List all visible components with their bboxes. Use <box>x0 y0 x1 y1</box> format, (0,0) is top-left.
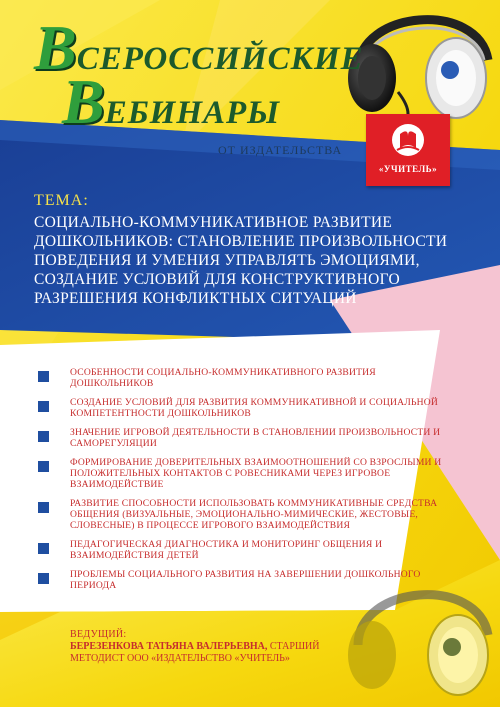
list-item: ЗНАЧЕНИЕ ИГРОВОЙ ДЕЯТЕЛЬНОСТИ В СТАНОВЛЕНИИ ПРОИЗВОЛЬНОСТИ И САМОРЕГУЛЯЦИИ <box>36 427 446 449</box>
publisher-prefix: ОТ ИЗДАТЕЛЬСТВА <box>218 143 343 157</box>
topic-label: ТЕМА: <box>34 192 89 209</box>
host-label: ВЕДУЩИЙ: <box>70 629 127 640</box>
bullet-icon <box>38 543 49 554</box>
bullet-icon <box>38 461 49 472</box>
bullet-icon <box>38 401 49 412</box>
title-rest: СЕРОССИЙСКИЕ <box>76 41 364 77</box>
list-item: ОСОБЕННОСТИ СОЦИАЛЬНО-КОММУНИКАТИВНОГО РАЗВИТИЯ ДОШКОЛЬНИКОВ <box>36 367 446 389</box>
webinar-title-line2 <box>62 66 281 137</box>
title-initial: В <box>62 66 105 137</box>
list-item: ПЕДАГОГИЧЕСКАЯ ДИАГНОСТИКА И МОНИТОРИНГ ОБЩЕНИЯ И ВЗАИМОДЕЙСТВИЯ ДЕТЕЙ <box>36 539 446 561</box>
host-role: СТАРШИЙ МЕТОДИСТ ООО «ИЗДАТЕЛЬСТВО «УЧИТЕЛЬ» <box>70 641 320 664</box>
bullet-icon <box>38 371 49 382</box>
bullet-icon <box>38 573 49 584</box>
publisher-badge <box>366 114 450 186</box>
bullet-icon <box>38 502 49 513</box>
list-item: РАЗВИТИЕ СПОСОБНОСТИ ИСПОЛЬЗОВАТЬ КОММУНИКАТИВНЫЕ СРЕДСТВА ОБЩЕНИЯ (ВИЗУАЛЬНЫЕ, ЭМОЦИОНАЛЬНО-МИМИЧЕСКИЕ, ЖЕСТОВЫЕ, СЛОВЕСНЫЕ) В ПРОЦЕССЕ ИГРОВОГО ВЗАИМОДЕЙСТВИЯ <box>36 498 446 531</box>
title-rest: ЕБИНАРЫ <box>104 95 281 131</box>
title-initial: В <box>34 12 77 83</box>
list-item: СОЗДАНИЕ УСЛОВИЙ ДЛЯ РАЗВИТИЯ КОММУНИКАТИВНОЙ И СОЦИАЛЬНОЙ КОМПЕТЕНТНОСТИ ДОШКОЛЬНИКОВ <box>36 397 446 419</box>
host-name: БЕРЕЗЕНКОВА ТАТЬЯНА ВАЛЕРЬЕВНА, <box>70 641 268 652</box>
topic-list <box>36 367 446 591</box>
host-info <box>70 641 370 665</box>
bullet-icon <box>38 431 49 442</box>
list-item: ПРОБЛЕМЫ СОЦИАЛЬНОГО РАЗВИТИЯ НА ЗАВЕРШЕНИИ ДОШКОЛЬНОГО ПЕРИОДА <box>36 569 446 591</box>
topic-text: СОЦИАЛЬНО-КОММУНИКАТИВНОЕ РАЗВИТИЕ ДОШКОЛЬНИКОВ: СТАНОВЛЕНИЕ ПРОИЗВОЛЬНОСТИ ПОВЕДЕНИЯ И УМЕНИЯ УПРАВЛЯТЬ ЭМОЦИЯМИ, СОЗДАНИЕ УСЛОВИЙ ДЛЯ КОНСТРУКТИВНОГО РАЗРЕШЕНИЯ КОНФЛИКТНЫХ СИТУАЦИЙ <box>34 214 448 307</box>
publisher-name: «УЧИТЕЛЬ» <box>378 164 438 174</box>
publisher-logo-icon <box>366 114 450 186</box>
list-item: ФОРМИРОВАНИЕ ДОВЕРИТЕЛЬНЫХ ВЗАИМООТНОШЕНИЙ СО ВЗРОСЛЫМИ И ПОЛОЖИТЕЛЬНЫХ КОНТАКТОВ С РОВЕСНИКАМИ ЧЕРЕЗ ИГРОВОЕ ВЗАИМОДЕЙСТВИЕ <box>36 457 446 490</box>
